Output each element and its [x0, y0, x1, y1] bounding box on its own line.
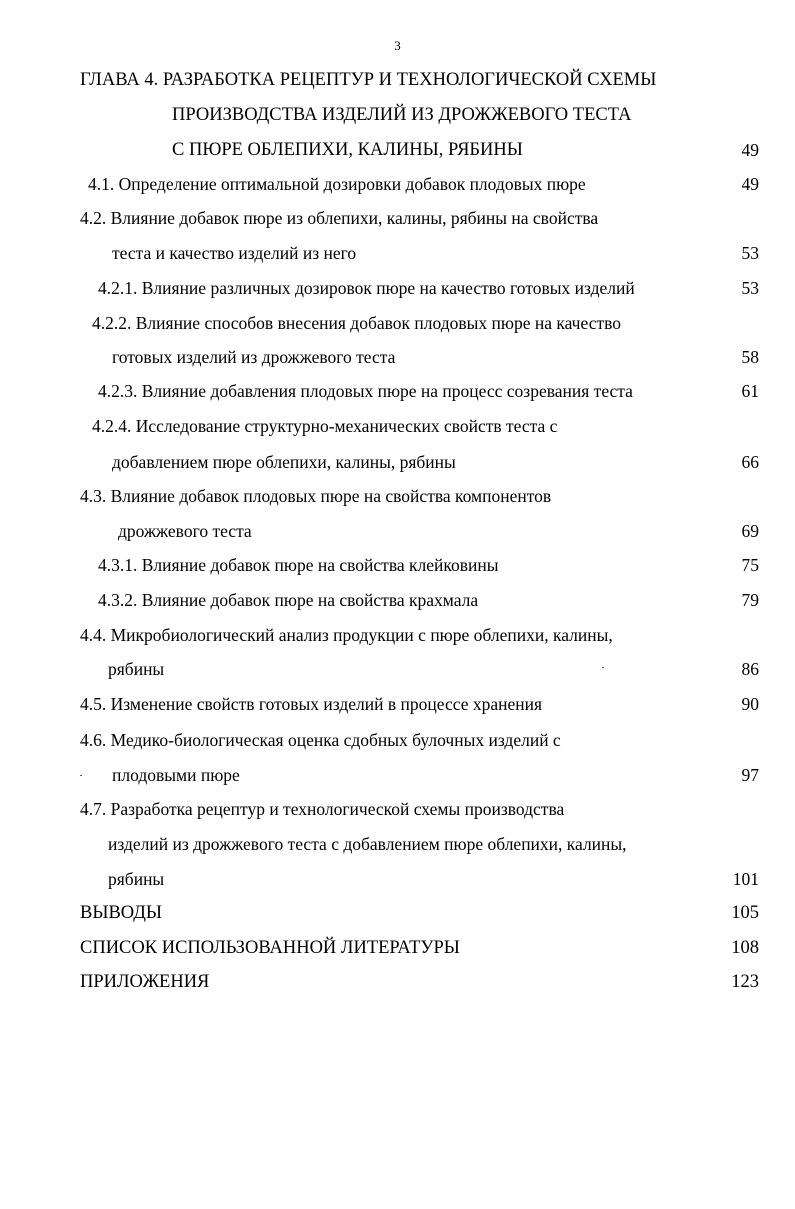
entry-title-line: изделий из дрожжевого теста с добавлением пюре облепихи, калины,: [108, 834, 627, 854]
scan-speck: [602, 667, 604, 668]
entry-page-number: 90: [741, 694, 759, 714]
entry-page-number: 53: [741, 243, 759, 263]
entry-title-line: готовых изделий из дрожжевого теста: [112, 347, 396, 367]
entry-title-line: добавлением пюре облепихи, калины, рябины: [112, 452, 456, 472]
entry-title-line: 4.6. Медико-биологическая оценка сдобных булочных изделий с: [80, 730, 561, 750]
entry-title-line: 4.2.4. Исследование структурно-механических свойств теста с: [92, 416, 558, 436]
entry-title-line: 4.4. Микробиологический анализ продукции с пюре облепихи, калины,: [80, 625, 613, 645]
entry-title-line: 4.2.1. Влияние различных дозировок пюре на качество готовых изделий: [98, 278, 635, 298]
entry-page-number: 61: [741, 381, 759, 401]
entry-title-line: 4.3. Влияние добавок плодовых пюре на свойства компонентов: [80, 486, 552, 506]
entry-title-line: теста и качество изделий из него: [112, 243, 357, 263]
entry-title-line: ВЫВОДЫ: [80, 903, 163, 923]
entry-page-number: 53: [741, 278, 759, 298]
entry-title-line: 4.7. Разработка рецептур и технологической схемы производства: [80, 799, 565, 819]
entry-page-number: 97: [741, 765, 759, 785]
entry-page-number: 69: [741, 521, 759, 541]
entry-page-number: 101: [732, 869, 759, 889]
entry-title-line: 4.3.1. Влияние добавок пюре на свойства клейковины: [98, 555, 499, 575]
entry-page-number: 123: [731, 972, 759, 992]
entry-page-number: 58: [741, 347, 759, 367]
entry-page-number: 49: [741, 174, 759, 194]
entry-title-line: плодовыми пюре: [112, 765, 240, 785]
entry-page-number: 66: [741, 452, 759, 472]
entry-title-line: 4.3.2. Влияние добавок пюре на свойства крахмала: [98, 590, 479, 610]
entry-title-line: 4.2.3. Влияние добавления плодовых пюре на процесс созревания теста: [98, 381, 633, 401]
entry-title-line: ПРИЛОЖЕНИЯ: [80, 972, 210, 992]
entry-page-number: 75: [741, 555, 759, 575]
chapter-title-line-2: ПРОИЗВОДСТВА ИЗДЕЛИЙ ИЗ ДРОЖЖЕВОГО ТЕСТА: [172, 105, 632, 125]
entry-page-number: 86: [741, 659, 759, 679]
page-number: 3: [394, 38, 401, 53]
entry-page-number: 79: [741, 590, 759, 610]
entry-title-line: 4.2.2. Влияние способов внесения добавок плодовых пюре на качество: [92, 313, 621, 333]
entry-page-number: 105: [731, 903, 759, 923]
entry-title-line: СПИСОК ИСПОЛЬЗОВАННОЙ ЛИТЕРАТУРЫ: [80, 938, 460, 958]
entry-title-line: 4.1. Определение оптимальной дозировки добавок плодовых пюре: [88, 174, 586, 194]
entry-title-line: рябины: [108, 659, 165, 679]
entry-page-number: 108: [731, 938, 759, 958]
chapter-page-number: 49: [741, 140, 759, 160]
entry-title-line: 4.5. Изменение свойств готовых изделий в процессе хранения: [80, 694, 543, 714]
scan-speck: [80, 775, 82, 776]
chapter-title-line-3: С ПЮРЕ ОБЛЕПИХИ, КАЛИНЫ, РЯБИНЫ: [172, 140, 523, 160]
entry-title-line: рябины: [108, 869, 165, 889]
chapter-title-line-1: ГЛАВА 4. РАЗРАБОТКА РЕЦЕПТУР И ТЕХНОЛОГИЧЕСКОЙ СХЕМЫ: [80, 70, 657, 90]
entry-title-line: дрожжевого теста: [118, 521, 252, 541]
entry-title-line: 4.2. Влияние добавок пюре из облепихи, калины, рябины на свойства: [80, 208, 599, 228]
